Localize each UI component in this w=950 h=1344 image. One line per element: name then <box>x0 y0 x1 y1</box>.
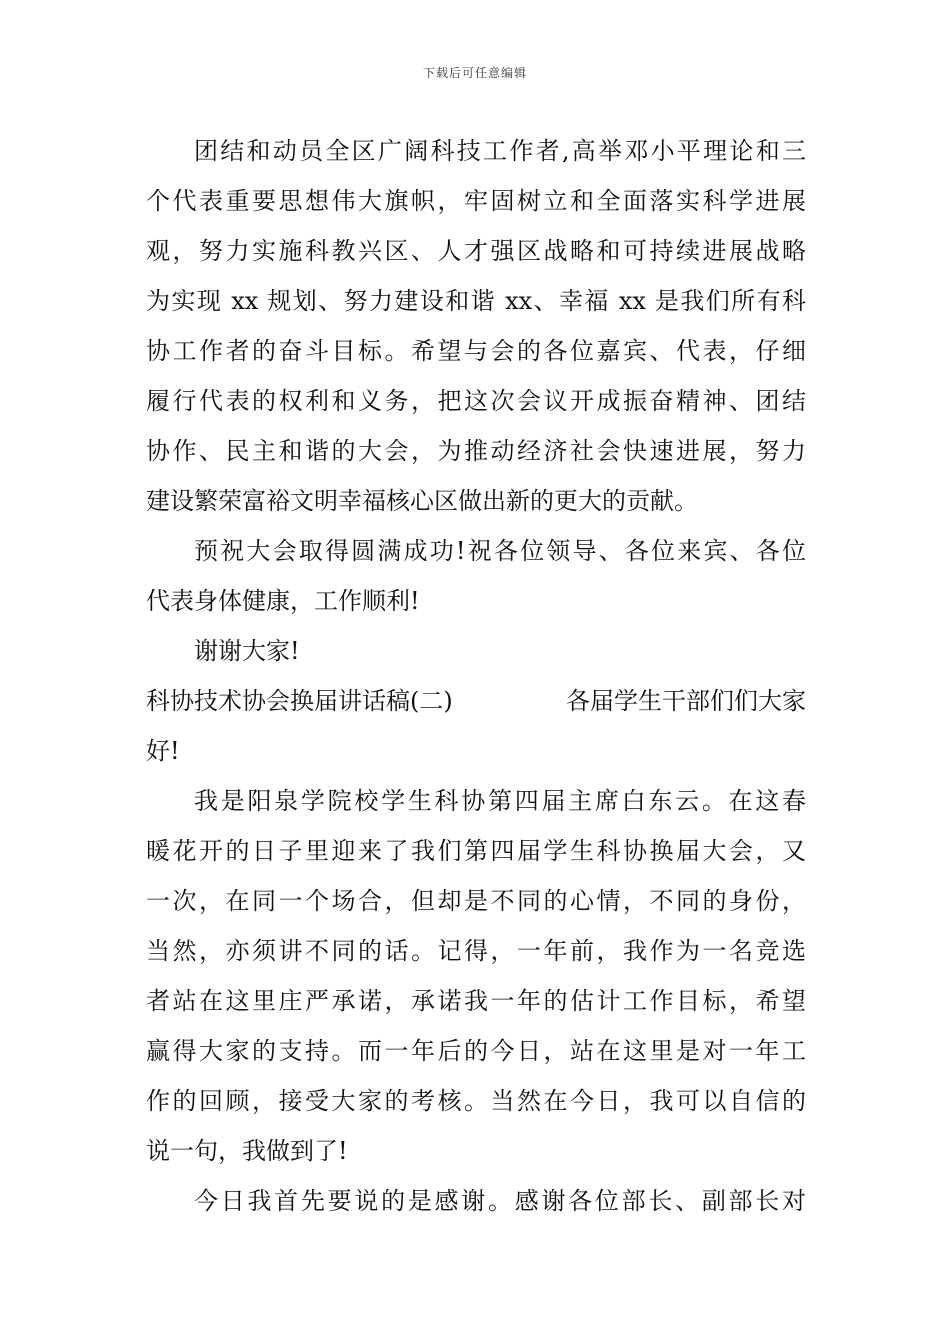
paragraph-line: 为实现 xx 规划、努力建设和谐 xx、幸福 xx 是我们所有科 <box>146 287 806 315</box>
paragraph-line: 建设繁荣富裕文明幸福核心区做出新的更大的贡献。 <box>146 487 698 515</box>
paragraph-line: 预祝大会取得圆满成功!祝各位领导、各位来宾、各位 <box>194 537 806 565</box>
paragraph-line: 我是阳泉学院校学生科协第四届主席白东云。在这春 <box>194 787 806 815</box>
paragraph-line: 协工作者的奋斗目标。希望与会的各位嘉宾、代表，仔细 <box>146 337 806 365</box>
paragraph-line: 个代表重要思想伟大旗帜，牢固树立和全面落实科学进展 <box>146 187 806 215</box>
section-heading <box>146 676 806 726</box>
paragraph-line: 一次，在同一个场合，但却是不同的心情，不同的身份， <box>146 887 806 915</box>
paragraph-line: 协作、民主和谐的大会，为推动经济社会快速进展，努力 <box>146 437 806 465</box>
paragraph-line: 好! <box>146 737 180 765</box>
paragraph-line: 代表身体健康，工作顺利! <box>146 587 420 615</box>
paragraph-line: 者站在这里庄严承诺，承诺我一年的估计工作目标，希望 <box>146 987 806 1015</box>
section-greeting: 各届学生干部们们大家 <box>566 687 806 715</box>
page-header: 下载后可任意编辑 <box>422 66 527 80</box>
paragraph-line: 暖花开的日子里迎来了我们第四届学生科协换届大会，又 <box>146 837 806 865</box>
paragraph-line: 说一句，我做到了! <box>146 1137 348 1165</box>
section-title: 科协技术协会换届讲话稿(二) <box>146 687 453 715</box>
paragraph-line: 作的回顾，接受大家的考核。当然在今日，我可以自信的 <box>146 1087 806 1115</box>
paragraph-line: 履行代表的权利和义务，把这次会议开成振奋精神、团结 <box>146 387 806 415</box>
paragraph-line: 团结和动员全区广阔科技工作者,高举邓小平理论和三 <box>194 137 806 165</box>
document-body <box>146 126 806 1226</box>
paragraph-line: 当然，亦须讲不同的话。记得，一年前，我作为一名竞选 <box>146 937 806 965</box>
paragraph-line: 观，努力实施科教兴区、人才强区战略和可持续进展战略 <box>146 237 806 265</box>
paragraph-line: 今日我首先要说的是感谢。感谢各位部长、副部长对 <box>194 1187 806 1215</box>
paragraph-line: 赢得大家的支持。而一年后的今日，站在这里是对一年工 <box>146 1037 806 1065</box>
closing-line: 谢谢大家! <box>194 637 300 665</box>
